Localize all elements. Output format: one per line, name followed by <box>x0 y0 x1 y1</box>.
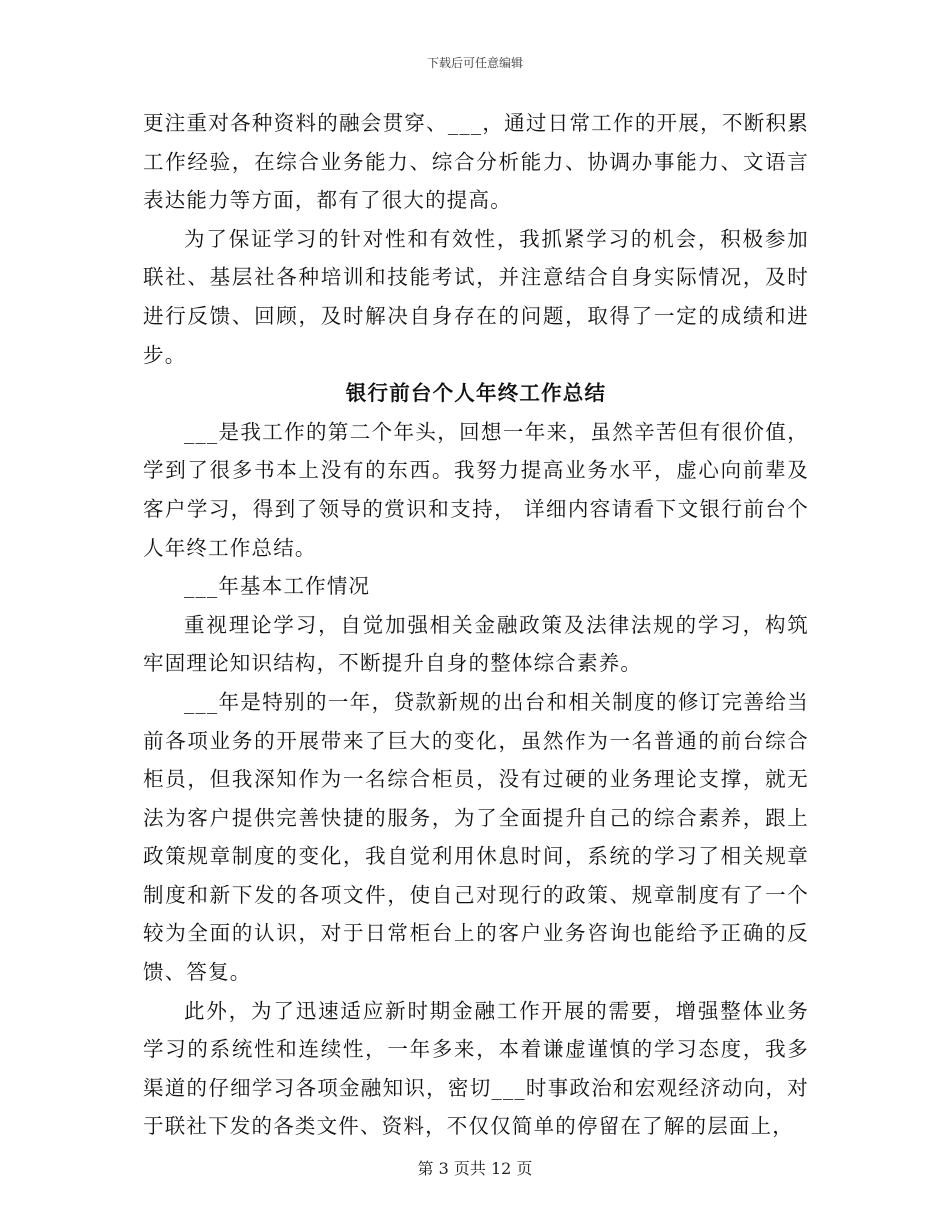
paragraph: 更注重对各种资料的融会贯穿、___，通过日常工作的开展，不断积累工作经验，在综合业务能力、综合分析能力、协调办事能力、文语言表达能力等方面，都有了很大的提高。 <box>143 111 809 213</box>
paragraph: ___是我工作的第二个年头，回想一年来，虽然辛苦但有很价值，学到了很多书本上没有的东西。我努力提高业务水平，虚心向前辈及客户学习，得到了领导的赏识和支持， 详细内容请看下文银行前台个人年终工作总结。 <box>143 419 809 560</box>
paragraph: 为了保证学习的针对性和有效性，我抓紧学习的机会，积极参加联社、基层社各种培训和技能考试，并注意结合自身实际情况，及时进行反馈、回顾，及时解决自身存在的问题，取得了一定的成绩和进步。 <box>143 226 809 367</box>
paragraph: ___年基本工作情况 <box>184 574 371 599</box>
section-title: 银行前台个人年终工作总结 <box>345 381 607 406</box>
paragraph: 重视理论学习，自觉加强相关金融政策及法律法规的学习，构筑牢固理论知识结构，不断提升自身的整体综合素养。 <box>143 612 809 676</box>
page-header: 下载后可任意编辑 <box>426 56 523 70</box>
page-number: 第 3 页共 12 页 <box>417 1159 533 1178</box>
paragraph: 此外，为了迅速适应新时期金融工作开展的需要，增强整体业务学习的系统性和连续性，一年多来，本着谦虚谨慎的学习态度，我多渠道的仔细学习各项金融知识，密切___时事政治和宏观经济动向，对于联社下发的各类文件、资料，不仅仅简单的停留在了解的层面上， <box>143 998 809 1139</box>
document-body <box>143 104 809 1146</box>
paragraph: ___年是特别的一年，贷款新规的出台和相关制度的修订完善给当前各项业务的开展带来了巨大的变化，虽然作为一名普通的前台综合柜员，但我深知作为一名综合柜员，没有过硬的业务理论支撑，就无法为客户提供完善快捷的服务，为了全面提升自己的综合素养，跟上政策规章制度的变化，我自觉利用休息时间，系统的学习了相关规章制度和新下发的各项文件，使自己对现行的政策、规章制度有了一个较为全面的认识，对于日常柜台上的客户业务咨询也能给予正确的反馈、答复。 <box>143 689 809 985</box>
